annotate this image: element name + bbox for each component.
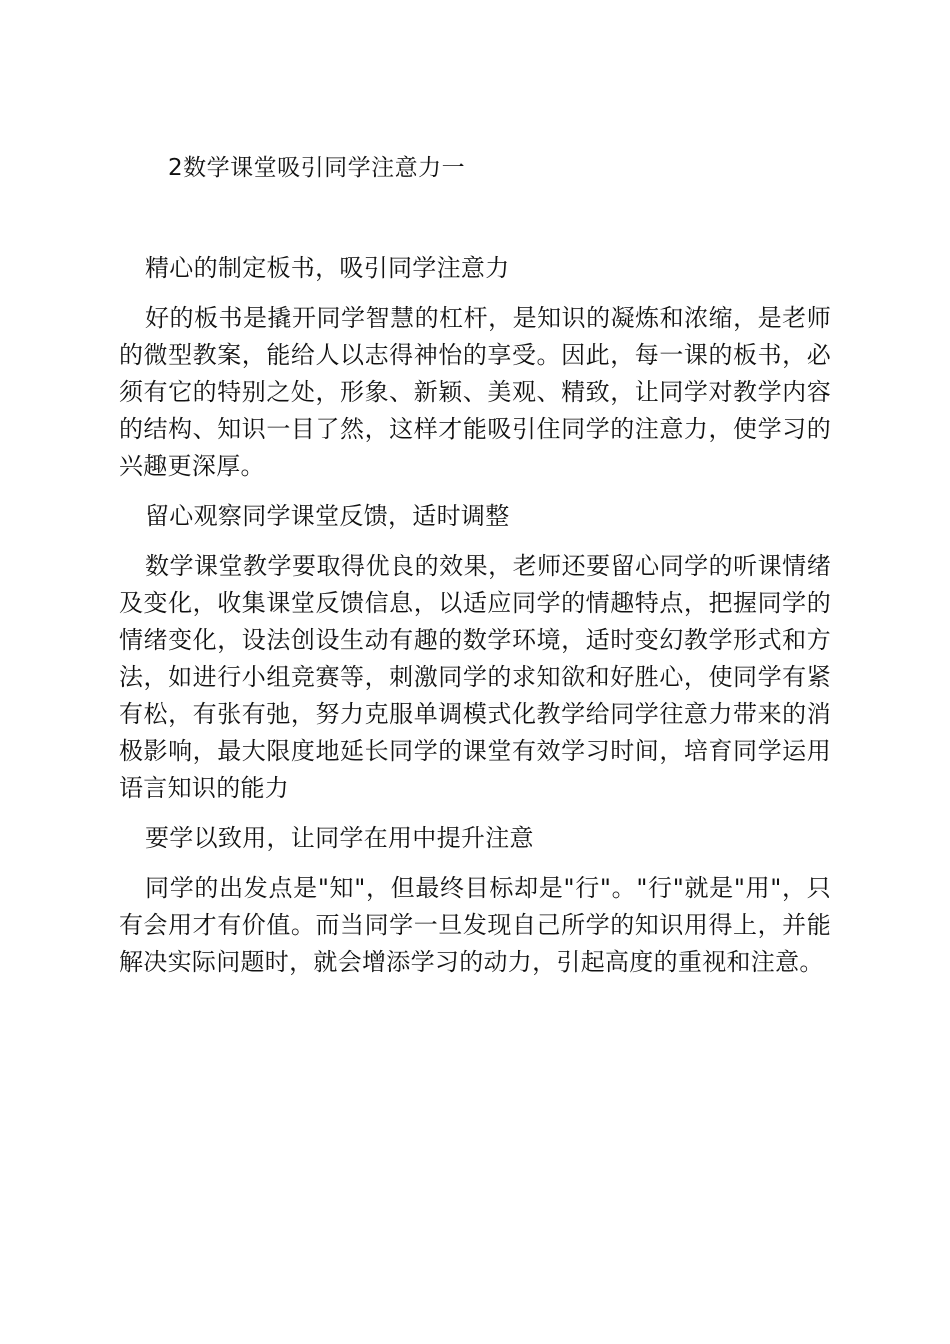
- section-paragraph-3: 同学的出发点是"知"，但最终目标却是"行"。"行"就是"用"，只有会用才有价值。而当同学一旦发现自己所学的知识用得上，并能解决实际问题时，就会增添学习的动力，引起高度的重视和注意。: [119, 874, 831, 976]
- section-heading-1: 精心的制定板书，吸引同学注意力: [145, 254, 510, 282]
- section-heading-3: 要学以致用，让同学在用中提升注意: [145, 824, 534, 852]
- document-title: 2数学课堂吸引同学注意力一: [168, 155, 466, 181]
- section-heading-2: 留心观察同学课堂反馈，适时调整: [145, 502, 510, 530]
- document-body: [119, 250, 831, 994]
- section-paragraph-1: 好的板书是撬开同学智慧的杠杆，是知识的凝炼和浓缩，是老师的微型教案，能给人以志得神怡的享受。因此，每一课的板书，必须有它的特别之处，形象、新颖、美观、精致，让同学对教学内容的结构、知识一目了然，这样才能吸引住同学的注意力，使学习的兴趣更深厚。: [119, 304, 831, 480]
- section-paragraph-2: 数学课堂教学要取得优良的效果，老师还要留心同学的听课情绪及变化，收集课堂反馈信息，以适应同学的情趣特点，把握同学的情绪变化，设法创设生动有趣的数学环境，适时变幻教学形式和方法，如进行小组竞赛等，刺激同学的求知欲和好胜心，使同学有紧有松，有张有弛，努力克服单调模式化教学给同学往意力带来的消极影响，最大限度地延长同学的课堂有效学习时间，培育同学运用语言知识的能力: [119, 552, 831, 802]
